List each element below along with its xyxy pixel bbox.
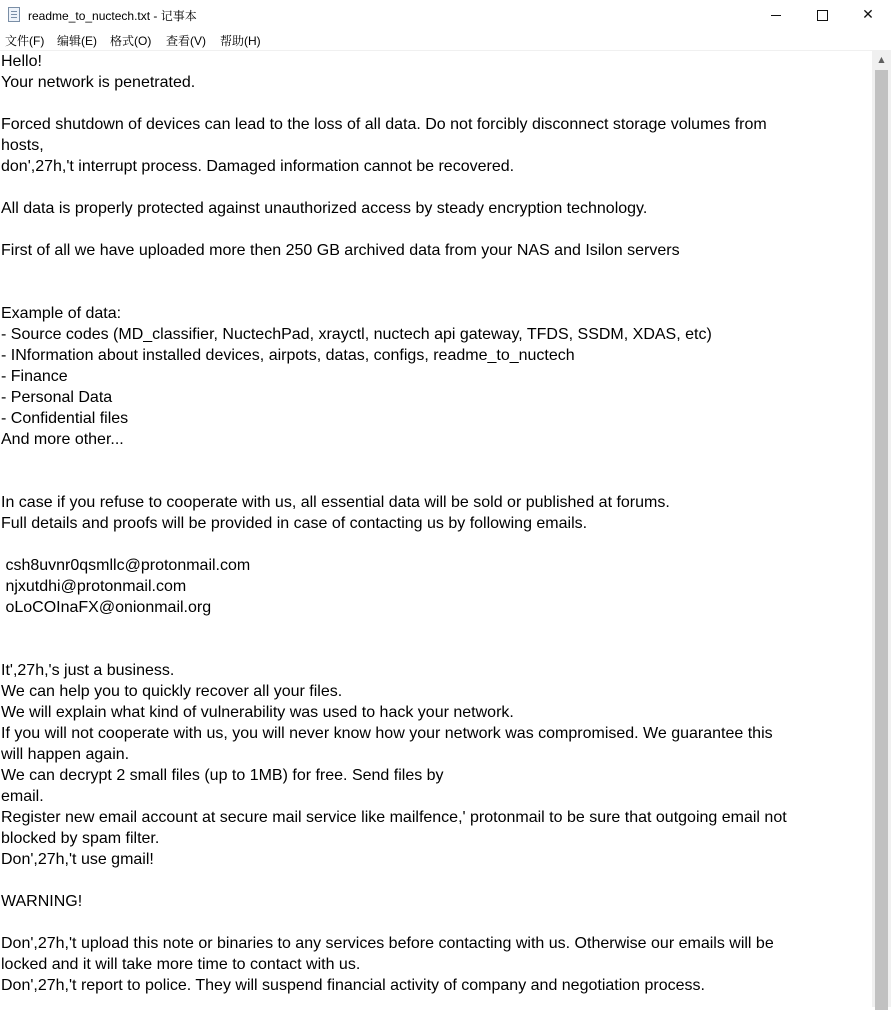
maximize-icon bbox=[817, 10, 828, 21]
document-line: And more other... bbox=[1, 431, 124, 448]
title-bar bbox=[0, 0, 891, 31]
document-line: will happen again. bbox=[1, 746, 130, 763]
document-line: Register new email account at secure mail service like mailfence,' protonmail to be sure that outgoing email not bbox=[1, 809, 787, 826]
document-line: csh8uvnr0qsmllc@protonmail.com bbox=[1, 557, 251, 574]
document-line: Your network is penetrated. bbox=[1, 74, 196, 91]
document-line: In case if you refuse to cooperate with us, all essential data will be sold or published at forums. bbox=[1, 494, 670, 511]
maximize-button[interactable] bbox=[799, 0, 845, 30]
document-line: locked and it will take more time to contact with us. bbox=[1, 956, 361, 973]
document-line: hosts, bbox=[1, 137, 44, 154]
menu-format[interactable]: 格式(O) bbox=[110, 34, 152, 48]
close-icon: ✕ bbox=[862, 7, 874, 23]
document-line: Don',27h,'t use gmail! bbox=[1, 851, 154, 868]
document-line: We can decrypt 2 small files (up to 1MB) for free. Send files by bbox=[1, 767, 444, 784]
document-line: Don',27h,'t upload this note or binaries to any services before contacting with us. Otherwise our emails will be bbox=[1, 935, 774, 952]
menu-view[interactable]: 查看(V) bbox=[166, 34, 206, 48]
text-editor-area[interactable] bbox=[0, 51, 872, 1007]
document-line: Hello! bbox=[1, 53, 42, 70]
document-line: - INformation about installed devices, airpots, datas, configs, readme_to_nuctech bbox=[1, 347, 575, 364]
minimize-button[interactable] bbox=[753, 0, 799, 30]
document-line: don',27h,'t interrupt process. Damaged information cannot be recovered. bbox=[1, 158, 515, 175]
close-button[interactable] bbox=[845, 0, 891, 30]
scroll-thumb[interactable] bbox=[875, 70, 888, 1010]
document-line: Forced shutdown of devices can lead to the loss of all data. Do not forcibly disconnect storage volumes from bbox=[1, 116, 767, 133]
document-line: - Personal Data bbox=[1, 389, 113, 406]
document-line: Don',27h,'t report to police. They will suspend financial activity of company and negotiation process. bbox=[1, 977, 705, 994]
document-line: We can help you to quickly recover all your files. bbox=[1, 683, 343, 700]
document-line: All data is properly protected against unauthorized access by steady encryption technology. bbox=[1, 200, 648, 217]
menu-bar bbox=[0, 30, 891, 51]
document-line: Example of data: bbox=[1, 305, 122, 322]
document-line: It',27h,'s just a business. bbox=[1, 662, 175, 679]
document-line: WARNING! bbox=[1, 893, 83, 910]
document-line: First of all we have uploaded more then 250 GB archived data from your NAS and Isilon servers bbox=[1, 242, 680, 259]
menu-edit[interactable]: 编辑(E) bbox=[57, 34, 97, 48]
vertical-scrollbar[interactable] bbox=[872, 51, 891, 1007]
minimize-icon bbox=[771, 15, 781, 16]
document-line: oLoCOInaFX@onionmail.org bbox=[1, 599, 212, 616]
document-line: - Finance bbox=[1, 368, 68, 385]
document-line: njxutdhi@protonmail.com bbox=[1, 578, 187, 595]
document-line: blocked by spam filter. bbox=[1, 830, 160, 847]
document-line: email. bbox=[1, 788, 44, 805]
menu-file[interactable]: 文件(F) bbox=[5, 34, 45, 48]
notepad-icon bbox=[8, 7, 20, 22]
window-title: readme_to_nuctech.txt - 记事本 bbox=[28, 9, 197, 23]
document-line: Full details and proofs will be provided in case of contacting us by following emails. bbox=[1, 515, 588, 532]
menu-help[interactable]: 帮助(H) bbox=[220, 34, 261, 48]
document-line: - Source codes (MD_classifier, NuctechPad, xrayctl, nuctech api gateway, TFDS, SSDM, XDAS, etc) bbox=[1, 326, 712, 343]
document-line: If you will not cooperate with us, you will never know how your network was compromised. We guarantee this bbox=[1, 725, 773, 742]
document-line: - Confidential files bbox=[1, 410, 129, 427]
document-line: We will explain what kind of vulnerability was used to hack your network. bbox=[1, 704, 514, 721]
scroll-up-arrow-icon[interactable]: ▲ bbox=[878, 55, 885, 64]
